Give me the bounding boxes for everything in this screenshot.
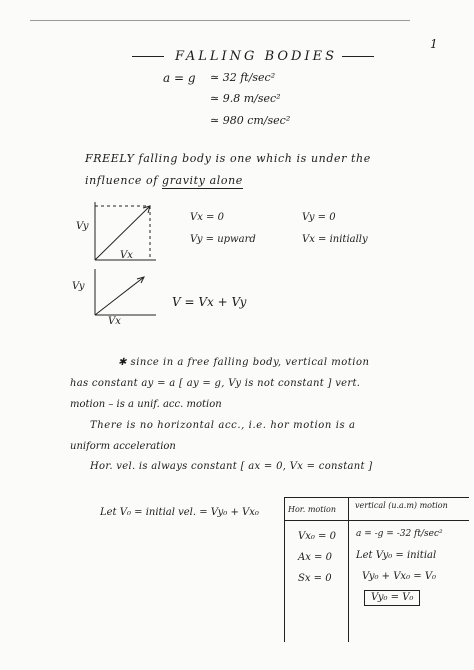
gravity-value-cm: ≃ 980 cm/sec² (210, 114, 291, 127)
paragraph-line-4: There is no horizontal acc., i.e. hor motion is a (90, 420, 356, 431)
table-vert-let: Let Vy₀ = initial (356, 550, 437, 561)
note-vy-upward: Vy = upward (190, 234, 256, 245)
note-vy-zero: Vy = 0 (302, 212, 336, 223)
title-dash-left (132, 56, 164, 57)
paragraph-line-3: motion – is a unif. acc. motion (70, 399, 222, 410)
gravity-a-eq-g: a = g (163, 71, 196, 85)
page-number: 1 (430, 37, 438, 51)
definition-line-2 (85, 175, 243, 186)
diagram1-vx-label: Vx (120, 250, 133, 261)
definition-prefix: influence of (85, 174, 158, 187)
table-vert-sum: Vy₀ + Vx₀ = V₀ (362, 571, 437, 582)
scan-edge-line (30, 20, 410, 21)
table-vert-result-box: Vy₀ = V₀ (364, 590, 420, 606)
paragraph-line-1: ✱ since in a free falling body, vertical motion (118, 357, 370, 368)
diagram2-vy-label: Vy (72, 281, 85, 292)
paragraph-line-2: has constant ay = a [ ay = g, Vy is not constant ] vert. (70, 378, 361, 389)
vector-sum-equation: V = Vx + Vy (172, 295, 247, 309)
diagram2-vx-label: Vx (108, 316, 121, 327)
note-vx-initially: Vx = initially (302, 234, 368, 245)
table-header-vertical: vertical (u.a.m) motion (355, 501, 448, 510)
diagram2-resultant-vector (95, 277, 144, 315)
paragraph-line-6: Hor. vel. is always constant [ ax = 0, Vx = constant ] (90, 461, 373, 472)
definition-line-1: FREELY falling body is one which is under the (85, 152, 371, 165)
table-hor-vx0: Vx₀ = 0 (298, 531, 336, 542)
table-left-border (284, 497, 285, 642)
let-statement: Let V₀ = initial vel. = Vy₀ + Vx₀ (100, 507, 259, 518)
paragraph-line-5: uniform acceleration (70, 441, 176, 452)
table-header-horizontal: Hor. motion (288, 505, 336, 514)
table-header-divider (284, 520, 469, 521)
title-dash-right (342, 56, 374, 57)
note-vx-zero: Vx = 0 (190, 212, 224, 223)
table-column-divider (348, 497, 349, 642)
velocity-diagram-2 (88, 267, 158, 319)
page-title: FALLING BODIES (175, 49, 337, 64)
gravity-value-ft: ≃ 32 ft/sec² (210, 71, 276, 84)
diagram1-vy-label: Vy (76, 221, 89, 232)
table-vert-acceleration: a = -g = -32 ft/sec² (356, 529, 443, 539)
gravity-value-m: ≃ 9.8 m/sec² (210, 92, 281, 105)
definition-emphasis: gravity alone (162, 174, 243, 187)
table-hor-ax: Ax = 0 (298, 552, 332, 563)
table-hor-sx: Sx = 0 (298, 573, 332, 584)
table-top-border (284, 497, 469, 498)
